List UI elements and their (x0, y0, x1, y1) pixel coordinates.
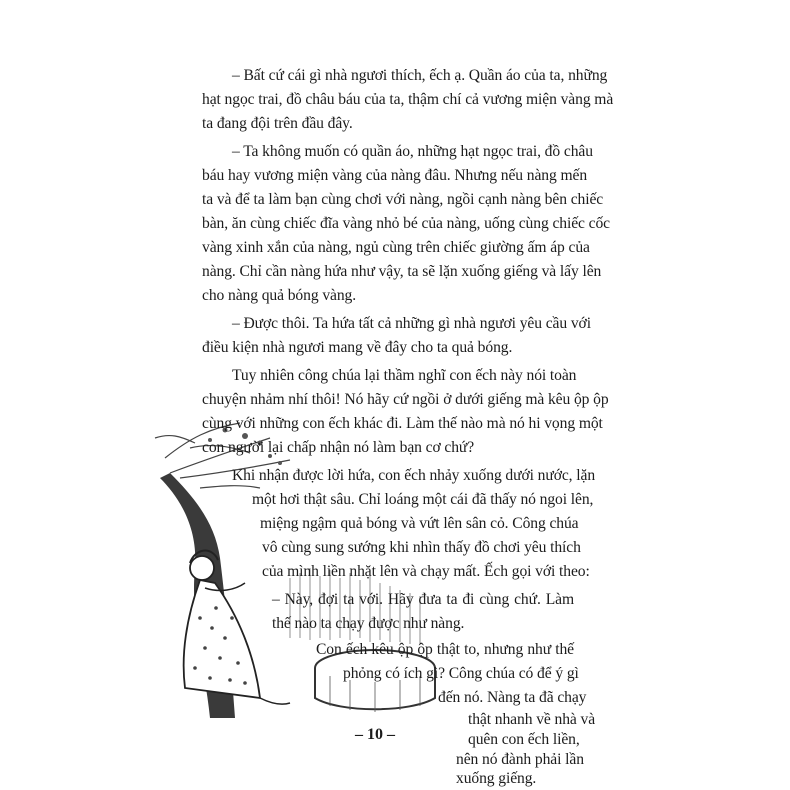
text-line: – Ta không muốn có quần áo, những hạt ngọc trai, đồ châu (232, 143, 593, 160)
text-line: Khi nhận được lời hứa, con ếch nhảy xuống dưới nước, lặn (232, 467, 596, 484)
page-number: – 10 – (355, 726, 395, 743)
text-line: vàng xinh xắn của nàng, ngủ cùng trên chiếc giường ấm áp của (202, 239, 590, 256)
text-line: một hơi thật sâu. Chỉ loáng một cái đã thấy nó ngoi lên, (252, 491, 594, 508)
text-line: phỏng có ích gì? Công chúa có để ý gì (343, 665, 579, 682)
text-line: ta và để ta làm bạn cùng chơi với nàng, ngồi cạnh nàng bên chiếc (202, 191, 604, 208)
text-line: con người lại chấp nhận nó làm bạn cơ chứ? (202, 439, 475, 456)
text-line: bàn, ăn cùng chiếc đĩa vàng nhỏ bé của nàng, uống cùng chiếc cốc (202, 215, 610, 232)
text-line: xuống giếng. (456, 770, 537, 787)
text-line: chuyện nhảm nhí thôi! Nó hãy cứ ngồi ở dưới giếng mà kêu ộp ộp (202, 391, 609, 408)
text-line: thế nào ta chạy được như nàng. (272, 615, 465, 632)
text-line: nên nó đành phải lần (456, 751, 584, 768)
text-line: hạt ngọc trai, đồ châu báu của ta, thậm chí cả vương miện vàng mà (202, 91, 614, 108)
text-line: quên con ếch liền, (468, 731, 580, 748)
text-line: của mình liền nhặt lên và chạy mất. Ếch gọi với theo: (262, 563, 590, 580)
text-line: điều kiện nhà ngươi mang về đây cho ta quả bóng. (202, 339, 513, 356)
text-line: báu hay vương miện vàng của nàng đâu. Nhưng nếu nàng mến (202, 167, 588, 184)
text-line: cho nàng quả bóng vàng. (202, 287, 357, 304)
text-line: miệng ngậm quả bóng và vứt lên sân cỏ. Công chúa (260, 515, 579, 532)
text-line: thật nhanh về nhà và (468, 711, 596, 728)
text-line: nàng. Chỉ cần nàng hứa như vậy, ta sẽ lặn xuống giếng và lấy lên (202, 263, 602, 280)
text-line: Tuy nhiên công chúa lại thầm nghĩ con ếch này nói toàn (232, 367, 577, 384)
text-line: – Được thôi. Ta hứa tất cả những gì nhà ngươi yêu cầu với (232, 315, 591, 332)
text-line: Con ếch kêu ộp ộp thật to, nhưng như thế (316, 641, 574, 658)
text-line: vô cùng sung sướng khi nhìn thấy đồ chơi yêu thích (262, 539, 581, 556)
text-line: – Này, đợi ta với. Hãy đưa ta đi cùng chứ. Làm (272, 591, 574, 608)
text-line: đến nó. Nàng ta đã chạy (438, 689, 587, 706)
text-line: – Bất cứ cái gì nhà ngươi thích, ếch ạ. Quần áo của ta, những (232, 67, 608, 84)
text-line: ta đang đội trên đầu đây. (202, 115, 353, 132)
text-line: cùng với những con ếch khác đi. Làm thế nào mà nó hi vọng một (202, 415, 603, 432)
